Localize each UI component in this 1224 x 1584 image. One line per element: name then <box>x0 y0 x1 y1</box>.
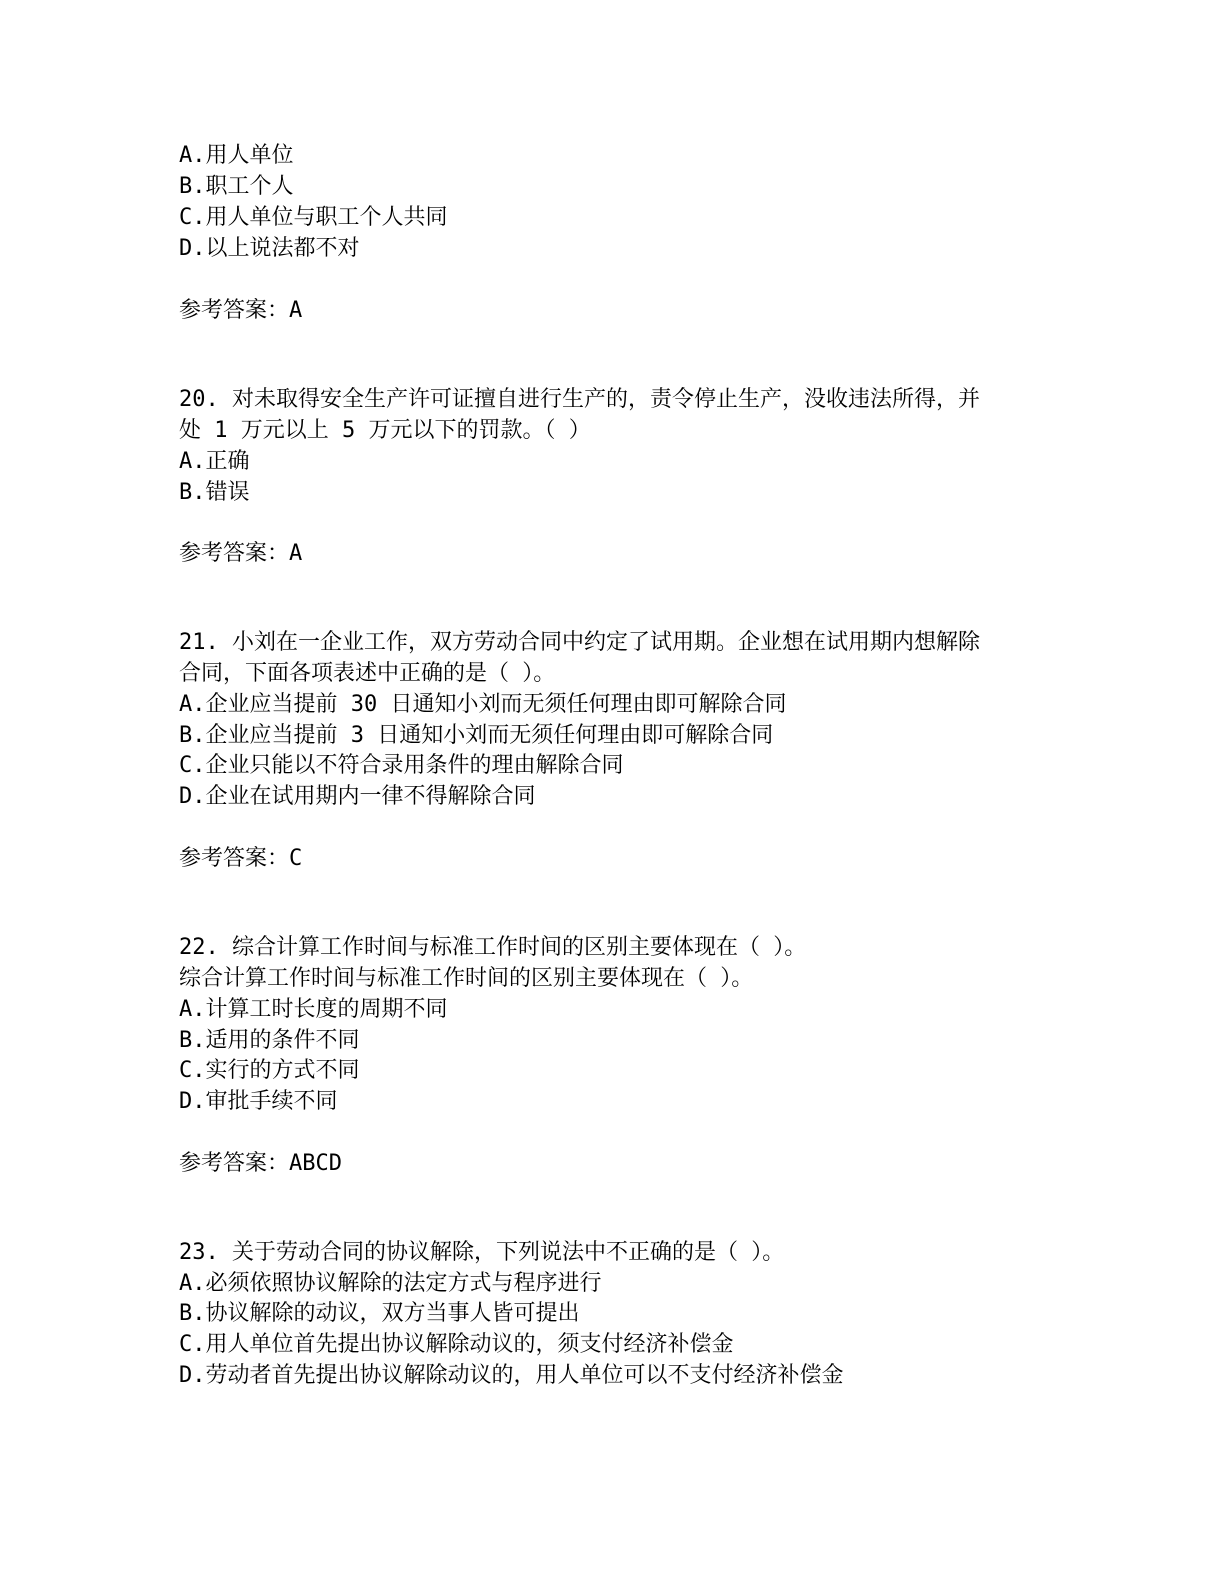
option-d: D.以上说法都不对 <box>179 236 360 261</box>
option-b: B.适用的条件不同 <box>179 1028 360 1053</box>
option-c: C.企业只能以不符合录用条件的理由解除合同 <box>179 753 624 778</box>
question-stem: 20. 对未取得安全生产许可证擅自进行生产的，责令停止生产，没收违法所得，并 <box>179 387 980 412</box>
reference-answer: 参考答案：ABCD <box>179 1151 342 1176</box>
question-stem: 23. 关于劳动合同的协议解除，下列说法中不正确的是（ ）。 <box>179 1240 785 1265</box>
reference-answer: 参考答案：C <box>179 846 303 871</box>
option-c: C.实行的方式不同 <box>179 1058 360 1083</box>
question-stem: 21. 小刘在一企业工作，双方劳动合同中约定了试用期。企业想在试用期内想解除 <box>179 630 980 655</box>
option-a: A.计算工时长度的周期不同 <box>179 997 448 1022</box>
option-c: C.用人单位首先提出协议解除动议的，须支付经济补偿金 <box>179 1332 734 1357</box>
option-d: D.审批手续不同 <box>179 1089 338 1114</box>
reference-answer: 参考答案：A <box>179 298 303 323</box>
option-b: B.错误 <box>179 480 250 505</box>
option-a: A.必须依照协议解除的法定方式与程序进行 <box>179 1271 602 1296</box>
option-a: A.正确 <box>179 449 250 474</box>
question-stem: 合同，下面各项表述中正确的是（ ）。 <box>179 661 556 686</box>
question-stem: 处 1 万元以上 5 万元以下的罚款。（ ） <box>179 418 591 443</box>
option-b: B.职工个人 <box>179 174 294 199</box>
option-a: A.用人单位 <box>179 143 294 168</box>
option-a: A.企业应当提前 30 日通知小刘而无须任何理由即可解除合同 <box>179 692 787 717</box>
option-b: B.企业应当提前 3 日通知小刘而无须任何理由即可解除合同 <box>179 723 774 748</box>
option-c: C.用人单位与职工个人共同 <box>179 205 448 230</box>
question-stem: 综合计算工作时间与标准工作时间的区别主要体现在（ ）。 <box>179 966 754 991</box>
reference-answer: 参考答案：A <box>179 541 303 566</box>
question-stem: 22. 综合计算工作时间与标准工作时间的区别主要体现在（ ）。 <box>179 935 807 960</box>
option-d: D.企业在试用期内一律不得解除合同 <box>179 784 536 809</box>
option-d: D.劳动者首先提出协议解除动议的，用人单位可以不支付经济补偿金 <box>179 1363 844 1388</box>
option-b: B.协议解除的动议，双方当事人皆可提出 <box>179 1301 580 1326</box>
